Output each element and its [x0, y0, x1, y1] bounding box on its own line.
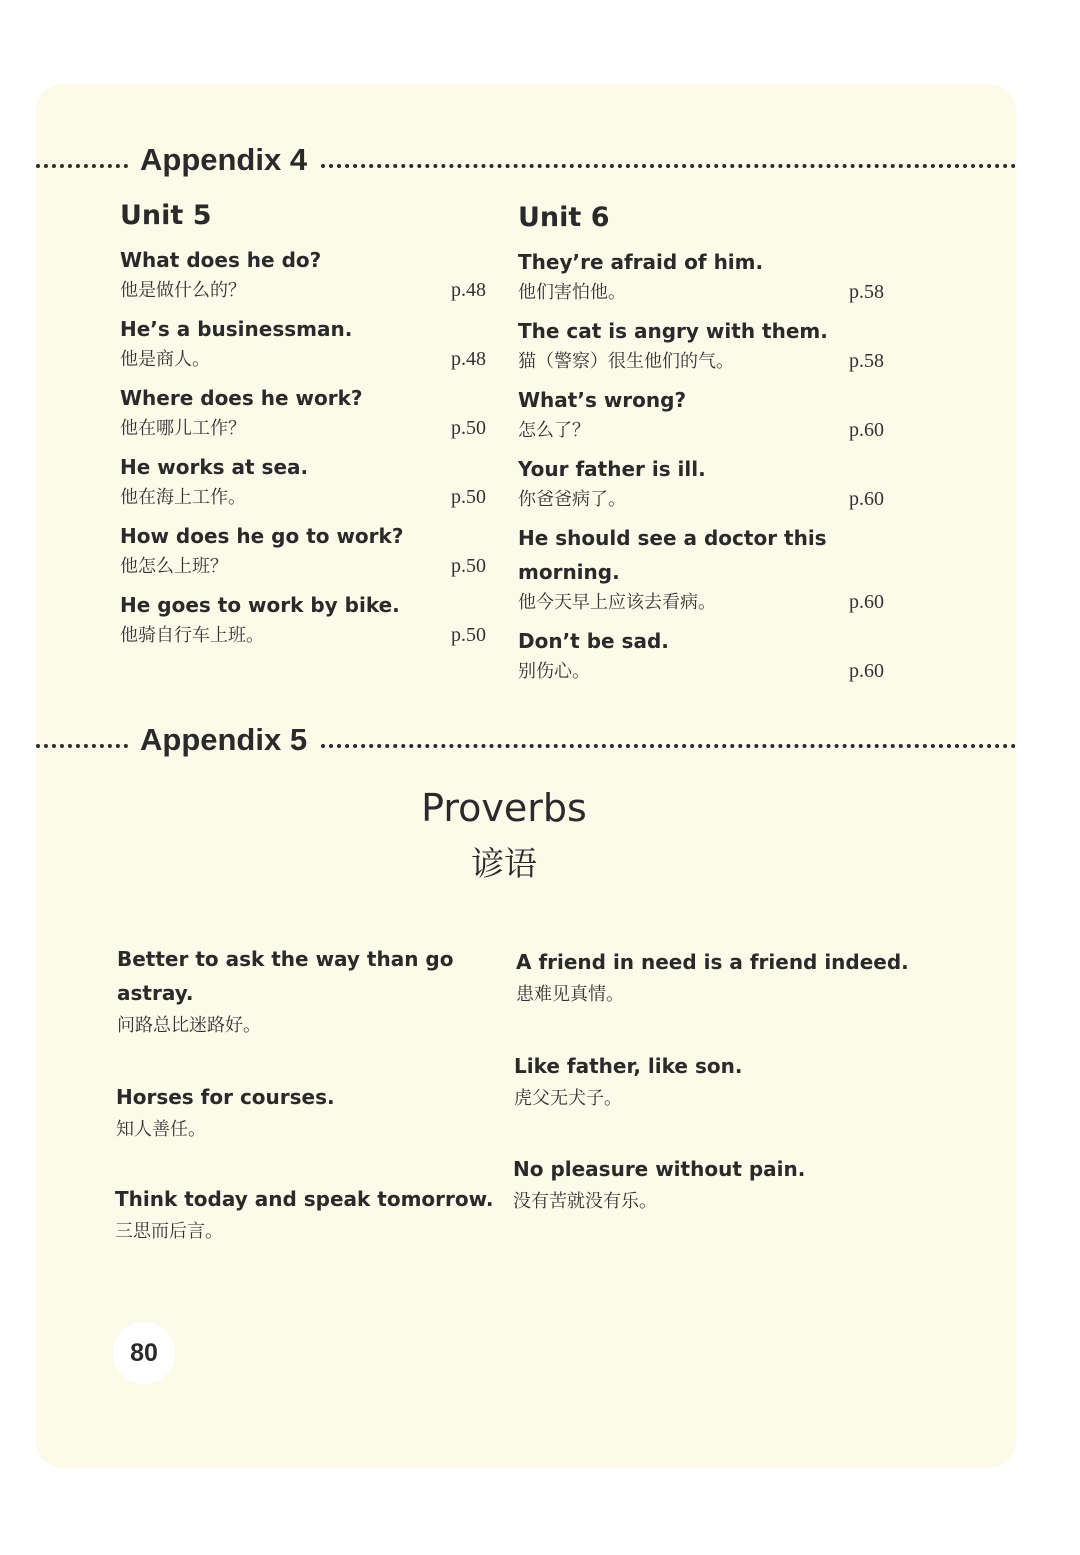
page-ref: p.58	[849, 281, 884, 303]
page-ref: p.50	[451, 417, 486, 439]
phrase-entry	[120, 450, 486, 512]
phrase-english: What’s wrong?	[518, 388, 687, 412]
page-ref: p.48	[451, 348, 486, 370]
phrase-english: He goes to work by bike.	[120, 593, 400, 617]
phrase-english: What does he do?	[120, 248, 322, 272]
phrase-entry	[518, 245, 884, 307]
page-ref: p.50	[451, 486, 486, 508]
dotted-rule	[36, 744, 128, 748]
phrase-entry	[518, 314, 884, 376]
phrase-entry	[120, 588, 486, 650]
phrase-english: He’s a businessman.	[120, 317, 353, 341]
page-ref: p.60	[849, 591, 884, 613]
dotted-rule	[321, 744, 1016, 748]
unit-5-title: Unit 5	[120, 200, 212, 231]
phrase-chinese: 他在海上工作。	[120, 487, 246, 508]
phrase-english: Where does he work?	[120, 386, 363, 410]
page-number: 80	[113, 1322, 175, 1384]
unit-6-title: Unit 6	[518, 202, 610, 233]
page-ref: p.48	[451, 279, 486, 301]
phrase-entry	[518, 383, 884, 445]
phrase-entry	[518, 624, 884, 686]
proverb-item	[514, 1049, 894, 1115]
page-ref: p.60	[849, 488, 884, 510]
page-ref: p.58	[849, 350, 884, 372]
phrase-english: Don’t be sad.	[518, 629, 669, 653]
appendix-4-title: Appendix 4	[140, 142, 308, 177]
phrase-english: Your father is ill.	[518, 457, 706, 481]
phrase-chinese: 别伤心。	[518, 661, 590, 682]
appendix-5-header	[36, 720, 1016, 760]
proverb-chinese: 三思而后言。	[115, 1221, 223, 1242]
appendix-5-title: Appendix 5	[140, 722, 308, 757]
unit-6-column	[518, 202, 884, 693]
proverb-english: Better to ask the way than go astray.	[117, 947, 454, 1005]
page-ref: p.50	[451, 555, 486, 577]
proverb-english: Think today and speak tomorrow.	[115, 1187, 494, 1211]
phrase-english: He should see a doctor this morning.	[518, 526, 827, 584]
phrase-english: He works at sea.	[120, 455, 309, 479]
proverb-english: No pleasure without pain.	[513, 1157, 806, 1181]
phrase-entry	[518, 452, 884, 514]
proverb-item	[115, 1182, 495, 1248]
phrase-chinese: 怎么了？	[518, 420, 590, 441]
phrase-chinese: 猫（警察）很生他们的气。	[518, 351, 734, 372]
phrase-english: How does he go to work?	[120, 524, 404, 548]
page-ref: p.50	[451, 624, 486, 646]
proverb-chinese: 问路总比迷路好。	[117, 1015, 261, 1036]
dotted-rule	[321, 164, 1016, 168]
phrase-chinese: 他骑自行车上班。	[120, 625, 264, 646]
phrase-english: The cat is angry with them.	[518, 319, 828, 343]
phrase-chinese: 他们害怕他。	[518, 282, 626, 303]
proverbs-heading: Proverbs	[421, 786, 587, 830]
proverb-english: Horses for courses.	[116, 1085, 335, 1109]
phrase-chinese: 他是做什么的？	[120, 280, 246, 301]
proverb-chinese: 没有苦就没有乐。	[513, 1191, 657, 1212]
proverb-item	[513, 1152, 893, 1218]
unit-5-column	[120, 200, 486, 657]
proverb-item	[516, 945, 916, 1011]
proverb-item	[116, 1080, 496, 1146]
phrase-entry	[120, 381, 486, 443]
proverb-chinese: 虎父无犬子。	[514, 1088, 622, 1109]
proverbs-heading-chinese: 谚语	[471, 844, 537, 883]
phrase-chinese: 他是商人。	[120, 349, 210, 370]
proverb-item	[117, 942, 457, 1042]
proverb-english: Like father, like son.	[514, 1054, 743, 1078]
dotted-rule	[36, 164, 128, 168]
phrase-chinese: 他怎么上班？	[120, 556, 228, 577]
page-ref: p.60	[849, 419, 884, 441]
proverb-english: A friend in need is a friend indeed.	[516, 950, 909, 974]
appendix-4-header	[36, 140, 1016, 180]
phrase-chinese: 他今天早上应该去看病。	[518, 592, 716, 613]
phrase-entry	[120, 243, 486, 305]
phrase-english: They’re afraid of him.	[518, 250, 764, 274]
phrase-entry	[120, 312, 486, 374]
proverb-chinese: 知人善任。	[116, 1119, 206, 1140]
proverb-chinese: 患难见真情。	[516, 984, 624, 1005]
phrase-chinese: 他在哪儿工作？	[120, 418, 246, 439]
phrase-entry	[120, 519, 486, 581]
phrase-entry	[518, 521, 884, 617]
phrase-chinese: 你爸爸病了。	[518, 489, 626, 510]
page-ref: p.60	[849, 660, 884, 682]
